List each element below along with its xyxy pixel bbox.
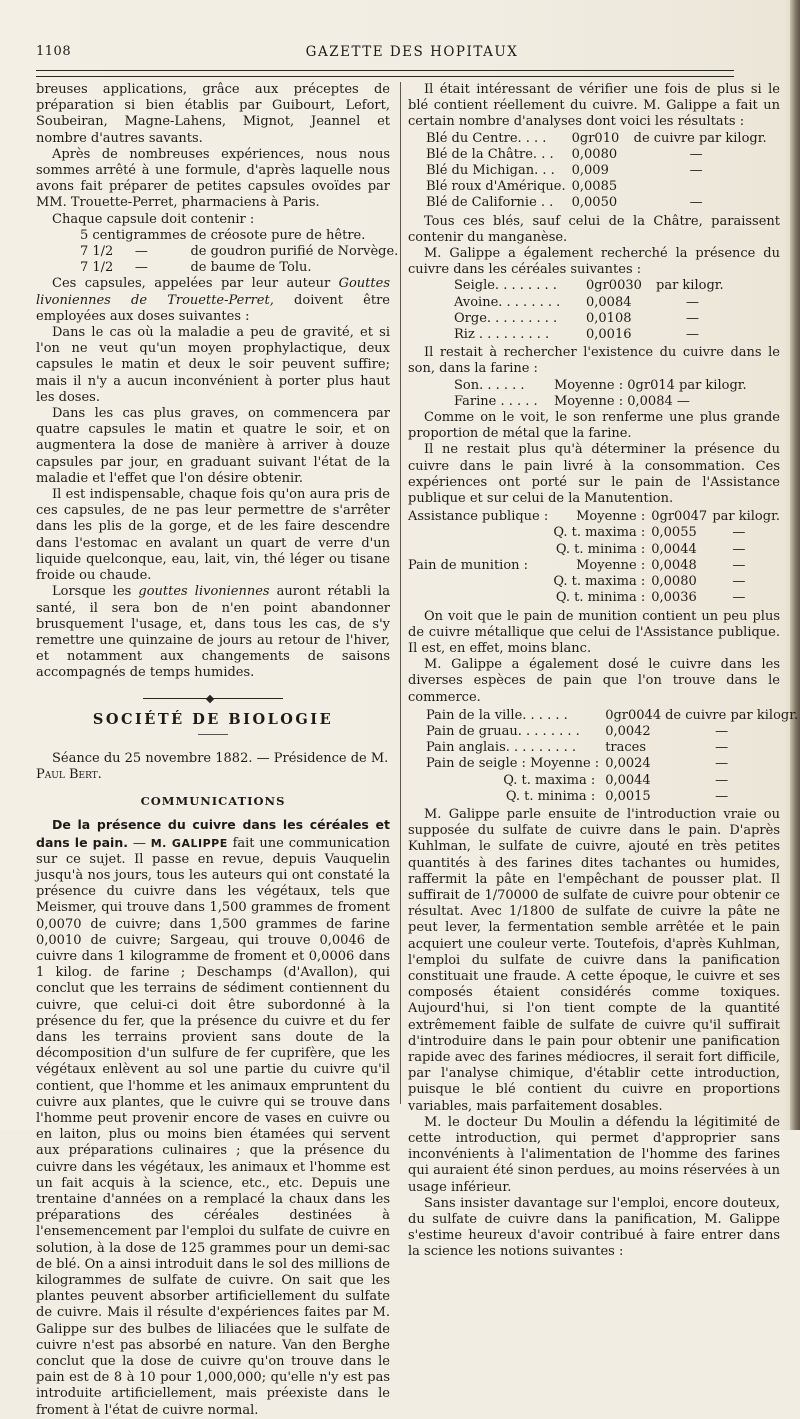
cell-note: par kilogr.: [712, 509, 780, 525]
subheading: COMMUNICATIONS: [140, 794, 286, 809]
section-ornament: [143, 696, 283, 702]
cell-name: Assistance publique :: [408, 509, 549, 525]
text-run: Ces capsules, appelées par leur auteur: [52, 276, 339, 292]
cell-note: —: [689, 195, 703, 211]
bread-table: [408, 509, 780, 606]
text-run: auront rétabli la santé, il sera bon de n'en point abandonner brusquement l'usage, et, dans tous les cas, de s'y remettre une quinzaine de jours au retour de l'hiver, et notamment aux changements de saisons accompagnés de temps humides.: [36, 584, 390, 681]
cell-value: 0,0036: [651, 590, 697, 606]
article-title: De la présence du cuivre dans les céréales et dans le pain.: [36, 817, 390, 850]
text-run: fait une communication sur ce sujet. Il passe en revue, depuis Vauquelin jusqu'à nos jours, tous les auteurs qui ont constaté la présence du cuivre dans les végétaux, tels que Meismer, qui trouve dans 1,500 grammes de froment 0,0070 de cuivre; dans 1,500 grammes de farine 0,0010 de cuivre; Sargeau, qui trouve 0,0046 de cuivre dans 1 kilogramme de froment et 0,0006 dans 1 kilog. de farine ; Deschamps (d'Avallon), qui conclut que les terrains de sédiment contiennent du cuivre, que celui-ci doit être subordonné à la présence du fer, que la présence du cuivre et du fer dans les terrains provient sans doute de la décomposition d'un sulfure de fer cuprifère, que les végétaux enlèvent au sol une partie du cuivre qu'il contient, que l'homme et les animaux empruntent du cuivre aux plantes, que le cuivre qui se trouve dans l'homme peut provenir encore de vases en cuivre ou en laiton, plus ou moins bien étamées qui servent aux préparations culinaires ; que la présence du cuivre dans les végétaux, les animaux et l'homme est un fait acquis à la science, etc., etc. Depuis une trentaine d'années on a remplacé la chaux dans les préparations des céréales destinées à l'ensemencement par l'emploi du sulfate de cuivre en solution, à la dose de 125 grammes pour un demi-sac de blé. On a ainsi introduit dans le sol des millions de kilogrammes de sulfate de cuivre. On sait que les plantes peuvent absorber artificiellement du sulfate de cuivre. Mais il résulte d'expériences faites par M. Galippe sur des bulbes de liliacées que le sulfate de cuivre n'est pas absorbé en nature. Van den Berghe conclut que la dose de cuivre qu'on trouve dans le pain est de 8 à 10 pour 1,000,000; qu'elle n'y est pas introduite artificiellement, mais préexiste dans le froment à l'état de cuivre normal.: [36, 835, 390, 1418]
commerce-bread-table: [426, 708, 798, 805]
paragraph: M. Galippe a également recherché la présence du cuivre dans les céréales suivantes :: [408, 246, 780, 278]
cell-value: 0gr0044: [605, 707, 662, 723]
paragraph: Dans le cas où la maladie a peu de gravité, et si l'on ne veut qu'un moyen prophylactique, deux capsules le matin et deux le soir peuvent suffire; mais il n'y a aucun inconvénient à porter plus haut les doses.: [36, 325, 390, 405]
cell-value: 0gr0047: [651, 509, 708, 525]
column-divider: [400, 82, 401, 1104]
paragraph: Il ne restait plus qu'à déterminer la présence du cuivre dans le pain livré à la consommation. Ces expériences ont porté sur le pain de l'Assistance publique et sur celui de la Manutention.: [408, 442, 780, 507]
table-row: [408, 590, 780, 606]
header-rule: [36, 70, 734, 77]
cell-note: —: [732, 557, 746, 573]
cell-value: 0,0055: [651, 525, 697, 541]
cell-name: [408, 590, 548, 606]
cell-note: —: [732, 525, 746, 541]
page-number: 1108: [36, 44, 72, 59]
paragraph: Après de nombreuses expériences, nous nous sommes arrêté à une formule, d'après laquelle nous avons fait préparer de petites capsules ovoïdes par MM. Trouette-Perret, pharmaciens à Paris.: [36, 146, 390, 211]
president-name: Paul Bert.: [36, 766, 102, 782]
cell-note: —: [732, 574, 746, 590]
table-row: [426, 773, 798, 789]
table-row: [454, 394, 747, 410]
cell-name: Orge. . . . . . . . .: [454, 310, 558, 326]
cell-name: Riz . . . . . . . . .: [454, 327, 550, 343]
ditto-mark: —: [134, 244, 148, 260]
page-header: [36, 44, 788, 64]
cell-name: Q. t. minima :: [505, 788, 596, 804]
cell-value: 0,0044: [651, 541, 697, 557]
cell-name: Blé roux d'Amérique.: [426, 179, 566, 195]
formula-table: [80, 228, 398, 277]
table-row: [408, 542, 780, 558]
table-row: [426, 789, 798, 805]
cell-value: 0,0085: [571, 179, 618, 195]
table-row: [426, 195, 767, 211]
cell-label: Moyenne :: [576, 557, 646, 573]
cell-note: —: [715, 723, 729, 739]
text-run: Lorsque les: [52, 584, 139, 600]
formula-qty: 7 1/2: [80, 244, 114, 260]
cell-label: Q. t. minima :: [555, 590, 646, 606]
cell-note: —: [689, 163, 703, 179]
table-row: [454, 311, 724, 327]
formula-qty-cell: [80, 260, 186, 276]
table-row: [454, 378, 747, 394]
cell-name: Farine . . . . .: [454, 393, 538, 409]
cell-note: —: [715, 740, 729, 756]
cell-note: —: [715, 772, 729, 788]
article-paragraph: [36, 817, 390, 1419]
cell-note: [630, 179, 767, 195]
cell-value: 0,0080: [571, 146, 618, 162]
paragraph: Chaque capsule doit contenir :: [52, 211, 255, 227]
text-run: Séance du 25 novembre 1882. — Présidence de M.: [52, 750, 389, 766]
cell-value: 0,0044: [605, 772, 651, 788]
cell-note: —: [689, 146, 703, 162]
text-run: doivent être employées aux doses suivantes :: [36, 292, 390, 324]
paragraph: M. le docteur Du Moulin a défendu la légitimité de cette introduction, qui permet d'approprier sans inconvénients à l'alimentation de l'homme des farines qui auraient été sinon perdues, au moins réservées à un usage inférieur.: [408, 1114, 780, 1195]
right-column: [408, 82, 799, 1261]
cell-label: Moyenne :: [576, 509, 646, 525]
cell-note: —: [686, 327, 699, 343]
table-row: [426, 724, 798, 740]
table-row: [426, 163, 767, 179]
table-row: [408, 525, 780, 541]
paragraph: Il était intéressant de vérifier une fois de plus si le blé contient réellement du cuivre. M. Galippe a fait un certain nombre d'analyses dont voici les résultats :: [408, 82, 780, 130]
table-row: [408, 558, 780, 574]
paragraph: Il restait à rechercher l'existence du cuivre dans le son, dans la farine :: [408, 345, 780, 377]
table-row: [426, 756, 798, 772]
paragraph: [36, 584, 390, 681]
cell-note: —: [715, 756, 729, 772]
formula-qty: 5 centigrammes: [80, 227, 187, 243]
wheat-table: [426, 131, 767, 212]
cell-name: [408, 542, 548, 558]
cell-value: 0,0080: [651, 574, 697, 590]
cell-name: Pain anglais. . . . . . . . .: [426, 740, 577, 756]
cell-name: Pain de la ville. . . . . .: [426, 707, 568, 723]
paragraph: [36, 276, 390, 325]
cell-value: 0,0042: [605, 723, 651, 739]
cell-value: 0,0108: [586, 310, 632, 326]
formula-row: [80, 244, 398, 260]
formula-desc: de goudron purifié de Norvège.: [190, 244, 399, 260]
cell-name: Pain de munition :: [408, 557, 529, 573]
paragraph: On voit que le pain de munition contient un peu plus de cuivre métallique que celui de l'Assistance publique. Il est, en effet, moins blanc.: [408, 608, 780, 656]
table-row: [454, 327, 724, 343]
cell-name: [408, 574, 548, 590]
section-title: SOCIÉTÉ DE BIOLOGIE: [92, 710, 334, 728]
formula-desc: de créosote pure de hêtre.: [190, 227, 366, 243]
cell-value: 0,0048: [651, 557, 697, 573]
cell-note: —: [732, 590, 746, 606]
formula-row: [80, 260, 398, 276]
table-row: [408, 574, 780, 590]
cell-value: traces: [605, 740, 647, 756]
product-name: gouttes livoniennes: [138, 584, 270, 600]
text-run: —: [127, 835, 151, 851]
page-binding-edge: [790, 0, 800, 1130]
paragraph: Comme on le voit, le son renferme une plus grande proportion de métal que la farine.: [408, 410, 780, 442]
cell-name: Blé de Californie . .: [426, 195, 554, 211]
cell-name: Q. t. maxima :: [503, 772, 596, 788]
cell-value: 0,0016: [586, 327, 632, 343]
cell-value: 0gr010: [571, 130, 620, 146]
cell-label: Q. t. maxima :: [553, 525, 646, 541]
table-row: [408, 509, 780, 525]
cell-value: 0,0024: [605, 756, 651, 772]
short-rule: [198, 734, 228, 735]
table-row: [426, 131, 767, 147]
cell-note: de cuivre par kilogr.: [633, 130, 767, 146]
formula-row: [80, 228, 398, 244]
formula-qty: 7 1/2: [80, 260, 114, 276]
paragraph: Tous ces blés, sauf celui de la Châtre, paraissent contenir du manganèse.: [408, 213, 780, 245]
cell-note: —: [715, 788, 729, 804]
cell-value: 0,0050: [571, 195, 618, 211]
cereal-table: [454, 278, 724, 343]
journal-title: GAZETTE DES HOPITAUX: [305, 44, 519, 60]
formula-desc: de baume de Tolu.: [190, 260, 312, 276]
cell-value: Moyenne : 0,0084 —: [554, 393, 690, 409]
cell-label: Q. t. maxima :: [553, 574, 646, 590]
cell-name: Pain de gruau. . . . . . . .: [426, 723, 580, 739]
formula-qty-cell: [80, 244, 186, 260]
table-row: [426, 740, 798, 756]
ditto-mark: —: [134, 260, 148, 276]
paragraph: Sans insister davantage sur l'emploi, encore douteux, du sulfate de cuivre dans la panification, M. Galippe s'estime heureux d'avoir contribué à faire entrer dans la science les notions suivantes :: [408, 1195, 780, 1260]
cell-label: Q. t. minima :: [555, 541, 646, 557]
cell-value: 0,0084: [586, 294, 632, 310]
author-name: M. GALIPPE: [150, 836, 228, 850]
cell-name: [408, 525, 548, 541]
product-name: Gouttes livoniennes de Trouette-Perret,: [36, 276, 390, 308]
table-row: [426, 147, 767, 163]
table-row: [454, 295, 724, 311]
cell-name: Pain de seigle : Moyenne :: [426, 756, 600, 772]
cell-value: 0,009: [571, 163, 609, 179]
cell-name: Blé du Michigan. . .: [426, 163, 555, 179]
cell-note: —: [686, 294, 699, 310]
paragraph: Il est indispensable, chaque fois qu'on aura pris de ces capsules, de ne pas leur permettre de s'arrêter dans les plis de la gorge, et de les faire descendre dans l'estomac en avalant un quart de verre d'un liquide quelconque, eau, lait, vin, thé léger ou tisane froide ou chaude.: [36, 487, 390, 584]
cell-name: Blé du Centre. . . .: [426, 130, 547, 146]
cell-name: Blé de la Châtre. . .: [426, 146, 554, 162]
paragraph: M. Galippe parle ensuite de l'introduction vraie ou supposée du sulfate de cuivre dans le pain. D'après Kuhlman, le sulfate de cuivre, ajouté en très petites quantités à des farines dites tachantes ou humides, raffermit la pâte en l'empêchant de pousser plat. Il suffirait de 1/70000 de sulfate de cuivre pour obtenir ce résultat. Avec 1/1800 de sulfate de cuivre la pâte ne peut lever, la fermentation semble arrêtée et le pain acquiert une couleur verte. Toutefois, d'après Kuhlman, l'emploi du sulfate de cuivre dans la panification constituait une fraude. A cette époque, le cuivre et ses composés étaient considérés comme toxiques. Aujourd'hui, si l'on tient compte de la quantité extrêmement faible de sulfate de cuivre qu'il suffirait d'introduire dans le pain pour obtenir une panification rapide avec des farines médiocres, il serait fort difficile, par l'analyse chimique, d'établir cette introduction, puisque le blé contient du cuivre en proportions variables, mais parfaitement dosables.: [408, 806, 780, 1114]
cell-note: de cuivre par kilogr.: [665, 707, 799, 723]
paragraph: Dans les cas plus graves, on commencera par quatre capsules le matin et quatre le soir, et on augmentera la dose de manière à arriver à douze capsules par jour, en graduant suivant l'état de la maladie et l'effet que l'on désire obtenir.: [36, 406, 390, 486]
cell-name: Son. . . . . .: [454, 377, 525, 393]
cell-note: —: [732, 541, 746, 557]
cell-value: 0,0015: [605, 788, 651, 804]
cell-note: —: [686, 310, 699, 326]
cell-value: 0gr0030: [586, 278, 642, 294]
table-row: [454, 278, 724, 294]
left-column: [36, 82, 399, 1419]
cell-note: par kilogr.: [656, 278, 724, 294]
paragraph: M. Galippe a également dosé le cuivre dans les diverses espèces de pain que l'on trouve dans le commerce.: [408, 657, 780, 705]
session-line: [36, 751, 390, 783]
cell-name: Avoine. . . . . . . .: [454, 294, 561, 310]
cell-name: Seigle. . . . . . . .: [454, 278, 557, 294]
paragraph: breuses applications, grâce aux préceptes de préparation si bien établis par Guibourt, Lefort, Soubeiran, Magne-Lahens, Mignot, Jeannel et nombre d'autres savants.: [36, 82, 390, 146]
cell-value: Moyenne : 0gr014 par kilogr.: [554, 377, 747, 393]
bran-table: [454, 378, 747, 410]
table-row: [426, 179, 767, 195]
table-row: [426, 708, 798, 724]
